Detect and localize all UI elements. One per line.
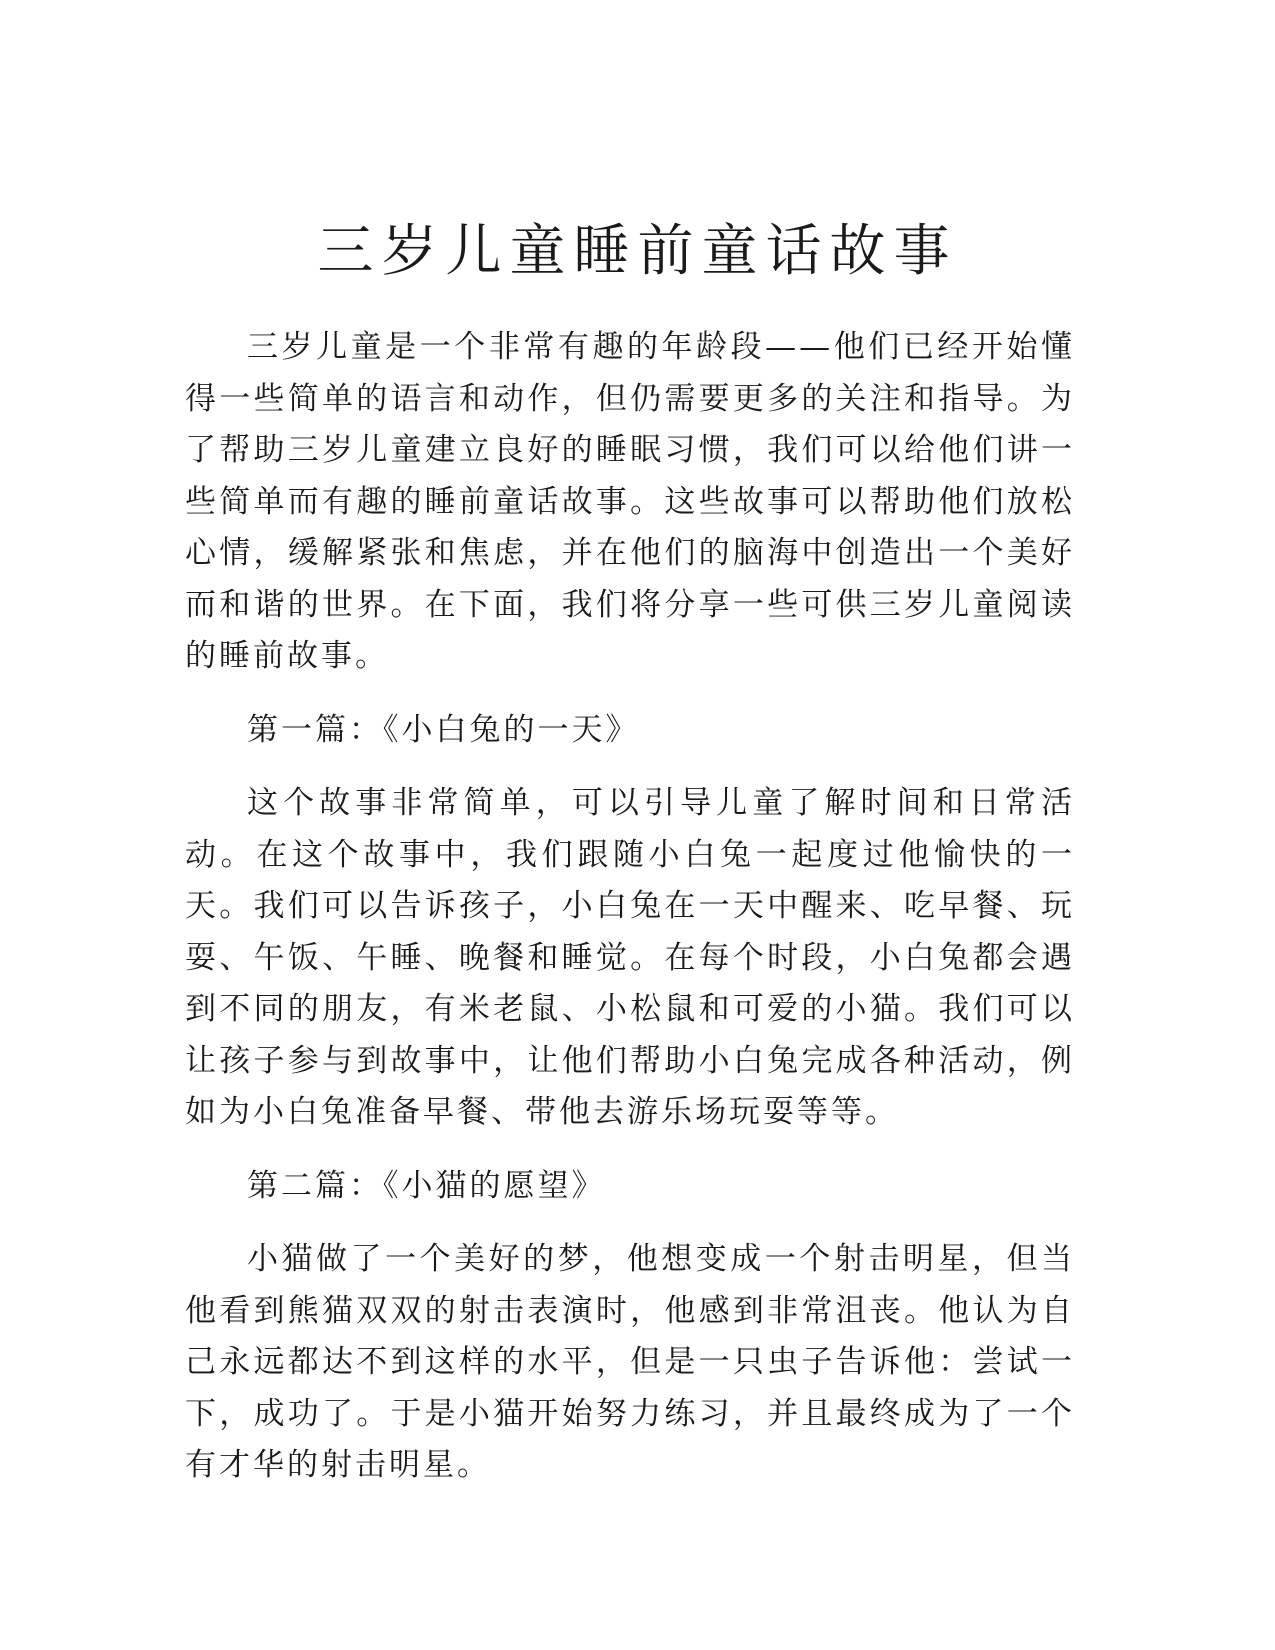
story-1-paragraph: 这个故事非常简单，可以引导儿童了解时间和日常活动。在这个故事中，我们跟随小白兔一起度过他愉快的一天。我们可以告诉孩子，小白兔在一天中醒来、吃早餐、玩耍、午饭、午睡、晚餐和睡觉。在每个时段，小白兔都会遇到不同的朋友，有米老鼠、小松鼠和可爱的小猫。我们可以让孩子参与到故事中，让他们帮助小白兔完成各种活动，例如为小白兔准备早餐、带他去游乐场玩耍等等。 [185,785,1075,1130]
document-title: 三岁儿童睡前童话故事 [317,219,958,284]
story-2-heading: 第二篇：《小猫的愿望》 [247,1167,606,1204]
document-body [185,322,1075,1492]
story-2-paragraph: 小猫做了一个美好的梦，他想变成一个射击明星，但当他看到熊猫双双的射击表演时，他感到非常沮丧。他认为自己永远都达不到这样的水平，但是一只虫子告诉他：尝试一下，成功了。于是小猫开始努力练习，并且最终成为了一个有才华的射击明星。 [185,1241,1075,1483]
story-1-heading: 第一篇：《小白兔的一天》 [247,711,640,748]
intro-paragraph: 三岁儿童是一个非常有趣的年龄段——他们已经开始懂得一些简单的语言和动作，但仍需要更多的关注和指导。为了帮助三岁儿童建立良好的睡眠习惯，我们可以给他们讲一些简单而有趣的睡前童话故事。这些故事可以帮助他们放松心情，缓解紧张和焦虑，并在他们的脑海中创造出一个美好而和谐的世界。在下面，我们将分享一些可供三岁儿童阅读的睡前故事。 [185,329,1075,674]
